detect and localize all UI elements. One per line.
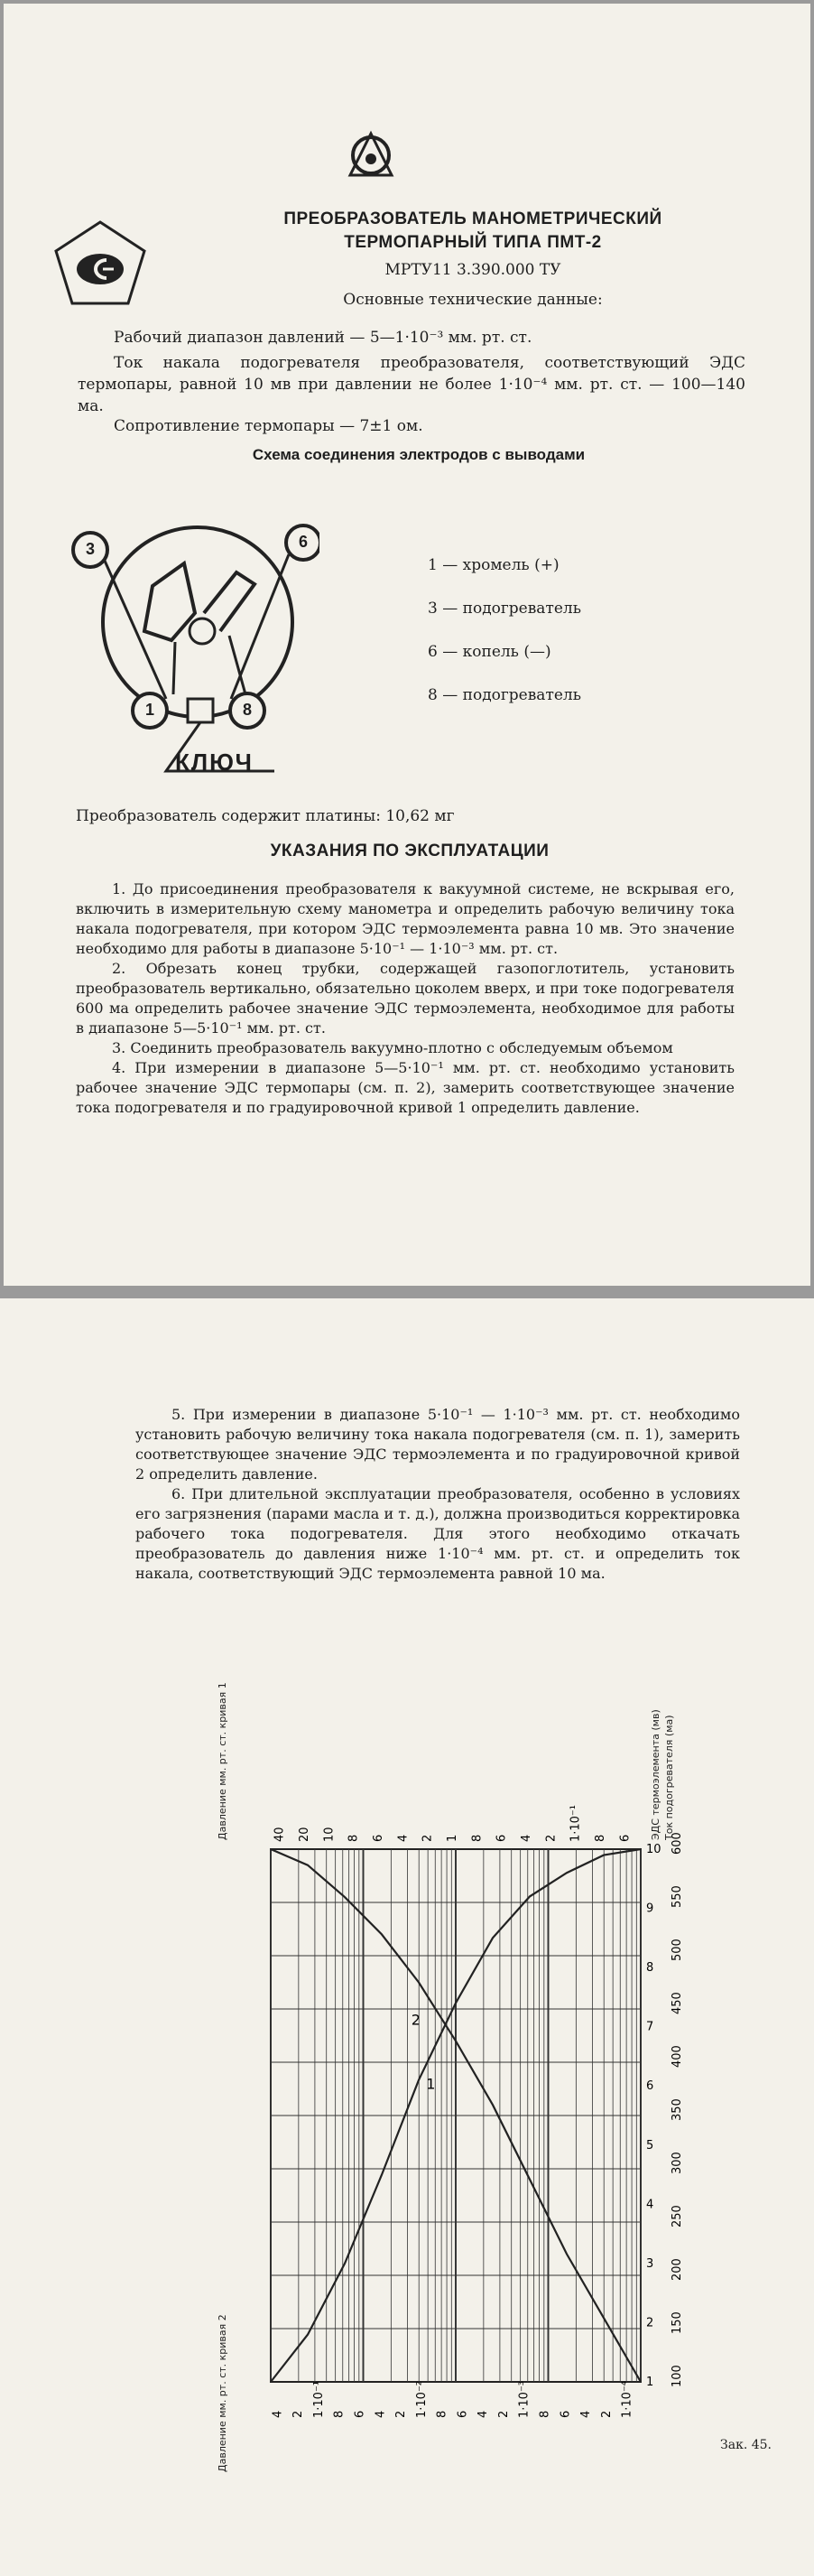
right-axis-emf-tick-label: 6: [646, 2079, 654, 2094]
instructions-block-2: [135, 1405, 740, 1584]
right-axis-emf-tick-label: 8: [646, 1961, 654, 1976]
bottom-axis-tick-label: 4: [374, 2410, 388, 2418]
top-axis-tick-label: 4: [396, 1834, 411, 1842]
right-axis-emf-tick-label: 9: [646, 1902, 654, 1916]
instruction-1: 1. До присоединения преобразователя к вакуумной системе, не вскрывая его, включить в измерительную схему манометра и определить рабочую величину тока накала подогревателя, при котором ЭДС термоэлемента равна 10 мв. Это значение необходимо для работы в диапазоне 5·10⁻¹ — 1·10⁻³ мм. рт. ст.: [76, 880, 735, 957]
scheme-title: Схема соединения электродов с выводами: [252, 446, 586, 463]
order-number: Зак. 45.: [720, 2438, 772, 2452]
right-axis-emf-tick-label: 1: [646, 2376, 654, 2389]
spec-pressure-range: Рабочий диапазон давлений — 5—1·10⁻³ мм. рт. ст.: [114, 329, 532, 347]
right-axis-emf-tick-label: 10: [646, 1843, 661, 1856]
right-axis-emf-tick-label: 2: [646, 2316, 654, 2330]
top-axis-tick-label: 2: [421, 1834, 435, 1842]
instruction-3: 3. Соединить преобразователь вакуумно-плотно с обследуемым объемом: [112, 1039, 673, 1056]
right-axis-emf-tick-label: 5: [646, 2138, 654, 2153]
top-axis-tick-label: 4: [520, 1834, 533, 1842]
bottom-axis-tick-label: 2: [291, 2410, 306, 2418]
quality-mark-icon: [51, 219, 150, 309]
top-axis-tick-label: 6: [372, 1834, 385, 1842]
bottom-axis-tick-label: 2: [496, 2410, 511, 2418]
top-axis-tick-label: 6: [495, 1834, 509, 1842]
top-axis-tick-label: 6: [618, 1834, 633, 1842]
platinum-content: Преобразователь содержит платины: 10,62 мг: [76, 807, 455, 825]
instructions-block-1: [76, 879, 735, 1118]
top-axis-tick-label: 10: [322, 1827, 337, 1842]
bottom-axis-tick-label: 1·10⁻³: [517, 2380, 532, 2418]
bottom-axis-tick-label: 2: [599, 2410, 614, 2418]
bottom-axis-tick-label: 1·10⁻¹: [311, 2380, 326, 2418]
emblem-icon: [339, 128, 402, 186]
top-axis-tick-label: 8: [594, 1834, 607, 1842]
standard-code: МРТУ11 3.390.000 ТУ: [384, 261, 561, 279]
bottom-axis-tick-label: 8: [435, 2410, 449, 2418]
instructions-title: УКАЗАНИЯ ПО ЭКСПЛУАТАЦИИ: [270, 842, 550, 860]
legend-item-8: 8 — подогреватель: [428, 686, 581, 704]
page-2: [0, 1298, 814, 2576]
pin-3-label: 3: [85, 540, 95, 558]
electrode-scheme-drawing: [67, 505, 319, 789]
right-axis-current-tick-label: 450: [671, 1992, 684, 2014]
electrode-scheme: [67, 505, 319, 789]
bottom-axis-tick-label: 4: [271, 2410, 285, 2418]
right-axis-emf-tick-label: 7: [646, 2020, 654, 2034]
bottom-axis-tick-label: 8: [538, 2410, 552, 2418]
top-axis-tick-label: 8: [347, 1834, 361, 1842]
bottom-axis-tick-label: 1·10⁻²: [414, 2380, 429, 2418]
pin-8-label: 8: [242, 701, 252, 719]
right-axis-current-tick-label: 300: [671, 2152, 684, 2174]
legend-item-3: 3 — подогреватель: [428, 600, 581, 618]
specs-subtitle: Основные технические данные:: [343, 291, 603, 309]
page-title-line1: ПРЕОБРАЗОВАТЕЛЬ МАНОМЕТРИЧЕСКИЙ: [283, 209, 662, 228]
spec-resistance: Сопротивление термопары — 7±1 ом.: [114, 417, 423, 435]
right-axis-current-tick-label: 350: [671, 2098, 684, 2121]
right-axis-emf-tick-label: 3: [646, 2256, 654, 2271]
key-label: КЛЮЧ: [175, 749, 254, 776]
top-axis-tick-label: 1·10⁻¹: [569, 1804, 583, 1842]
instruction-4: 4. При измерении в диапазоне 5—5·10⁻¹ мм. рт. ст. необходимо установить рабочее значение ЭДС термопары (см. п. 2), замерить соответствующее значение тока подогревателя и по градуировочной кривой 1 определить давление.: [76, 1059, 735, 1116]
right-axis-emf-tick-label: 4: [646, 2198, 654, 2212]
bottom-axis-tick-label: 6: [559, 2410, 573, 2418]
legend-item-6: 6 — копель (—): [428, 643, 551, 661]
right-axis-current-tick-label: 100: [671, 2365, 684, 2387]
top-axis-tick-label: 1: [446, 1834, 459, 1842]
right-axis-emf-label: ЭДС термоэлемента (мв): [650, 1709, 661, 1840]
instruction-6: 6. При длительной эксплуатации преобразователя, особенно в условиях его загрязнения (парами масла и т. д.), должна производиться корректировка рабочего тока подогревателя. Для этого необходимо откачать преобразователь до давления ниже 1·10⁻⁴ мм. рт. ст. и определить ток накала, соответствующий ЭДС термоэлемента равной 10 ма.: [135, 1485, 740, 1582]
top-axis-label: Давление мм. рт. ст. кривая 1: [217, 1682, 228, 1840]
curve-1-label: 1: [426, 2075, 436, 2093]
right-axis-current-label: Ток подогревателя (ма): [663, 1715, 675, 1840]
right-axis-current-tick-label: 600: [671, 1832, 684, 1855]
right-axis-current-tick-label: 550: [671, 1885, 684, 1908]
bottom-axis-tick-label: 1·10⁻⁴: [620, 2380, 634, 2418]
bottom-axis-tick-label: 6: [456, 2410, 470, 2418]
right-axis-current-tick-label: 400: [671, 2045, 684, 2068]
bottom-axis-tick-label: 4: [476, 2410, 491, 2418]
top-axis-tick-label: 8: [470, 1834, 485, 1842]
calibration-chart: [217, 1682, 722, 2472]
bottom-axis-tick-label: 8: [332, 2410, 347, 2418]
right-axis-current-tick-label: 250: [671, 2205, 684, 2227]
top-axis-tick-label: 40: [273, 1827, 287, 1842]
page-title-line2: ТЕРМОПАРНЫЙ ТИПА ПМТ-2: [344, 233, 602, 252]
instruction-5: 5. При измерении в диапазоне 5·10⁻¹ — 1·10⁻³ мм. рт. ст. необходимо установить рабочую величину тока накала подогревателя (см. п. 1), замерить соответствующее значение ЭДС термоэлемента и по градуировочной кривой 2 определить давление.: [135, 1406, 740, 1483]
bottom-axis-tick-label: 6: [353, 2410, 367, 2418]
curve-2-label: 2: [411, 2011, 421, 2029]
bottom-axis-tick-label: 4: [579, 2410, 594, 2418]
pin-6-label: 6: [298, 533, 308, 551]
right-axis-current-tick-label: 150: [671, 2311, 684, 2334]
right-axis-current-tick-label: 500: [671, 1939, 684, 1961]
top-axis-tick-label: 20: [298, 1827, 311, 1842]
legend-item-1: 1 — хромель (+): [428, 556, 560, 574]
bottom-axis-label: Давление мм. рт. ст. кривая 2: [217, 2314, 228, 2472]
instruction-2: 2. Обрезать конец трубки, содержащей газопоглотитель, установить преобразователь вертикально, обязательно цоколем вверх, и при токе подогревателя 600 ма определить рабочее значение ЭДС термоэлемента, необходимое для работы в диапазоне 5—5·10⁻¹ мм. рт. ст.: [76, 960, 735, 1037]
pin-1-label: 1: [144, 701, 154, 719]
bottom-axis-tick-label: 2: [394, 2410, 409, 2418]
top-axis-tick-label: 2: [544, 1834, 559, 1842]
page-1: [4, 4, 810, 1286]
right-axis-current-tick-label: 200: [671, 2258, 684, 2281]
calibration-chart-svg: [217, 1750, 722, 2472]
spec-heater-current: Ток накала подогревателя преобразователя, соответствующий ЭДС термопары, равной 10 мв при давлении не более 1·10⁻⁴ мм. рт. ст. — 100—140 ма.: [78, 354, 745, 415]
